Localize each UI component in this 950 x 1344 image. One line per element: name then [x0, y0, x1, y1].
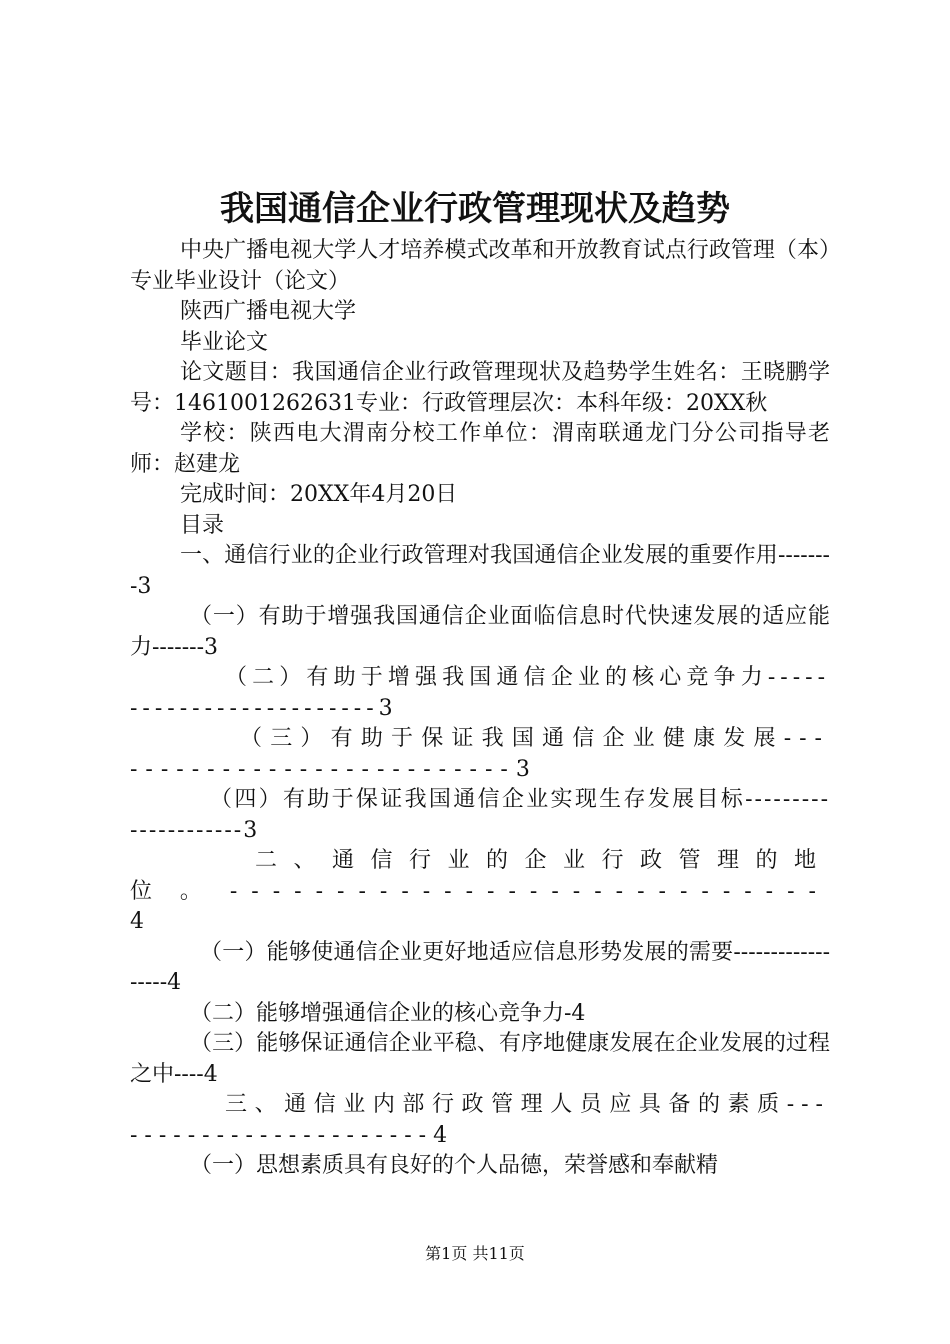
toc-entry: 二、通信行业的企业行政管理的地位。----------------------------4 — [130, 848, 830, 934]
toc-entry: （三）有助于保证我国通信企业健康发展----------------------------3 — [130, 726, 830, 782]
toc-entry: （一）能够使通信企业更好地适应信息形势发展的需要------------------4 — [130, 939, 830, 995]
toc-entry: （二）能够增强通信企业的核心竞争力-4 — [190, 1000, 586, 1026]
toc-heading: 目录 — [180, 512, 225, 538]
toc-entry: 三、通信业内部行政管理人员应具备的素质------------------------4 — [130, 1092, 830, 1148]
toc-entry: （一）有助于增强我国通信企业面临信息时代快速发展的适应能力-------3 — [130, 604, 830, 660]
document-title: 我国通信企业行政管理现状及趋势 — [220, 189, 730, 229]
toc-entry: （一）思想素质具有良好的个人品德，荣誉感和奉献精 — [190, 1153, 719, 1178]
toc-entry: （二）有助于增强我国通信企业的核心竞争力-------------------------3 — [130, 665, 830, 721]
page-footer: 第1页 共11页 — [425, 1244, 525, 1263]
toc-entry: （四）有助于保证我国通信企业实现生存发展目标---------------------3 — [130, 787, 830, 843]
toc-entry: （三）能够保证通信企业平稳、有序地健康发展在企业发展的过程之中----4 — [130, 1031, 830, 1087]
paragraph-thesis-info: 论文题目：我国通信企业行政管理现状及趋势学生姓名：王晓鹏学号：1461001262631专业：行政管理层次：本科年级：20XX秋 — [130, 360, 830, 416]
paragraph-completion-date: 完成时间：20XX年4月20日 — [180, 482, 458, 507]
document-body — [130, 236, 830, 1182]
paragraph-university: 陕西广播电视大学 — [180, 299, 357, 324]
toc-entry: 一、通信行业的企业行政管理对我国通信企业发展的重要作用--------3 — [130, 543, 830, 599]
paragraph-school-info: 学校：陕西电大渭南分校工作单位：渭南联通龙门分公司指导老师：赵建龙 — [130, 421, 830, 477]
paragraph-thesis-label: 毕业论文 — [180, 329, 269, 355]
paragraph-program: 中央广播电视大学人才培养模式改革和开放教育试点行政管理（本）专业毕业设计（论文） — [130, 238, 830, 294]
